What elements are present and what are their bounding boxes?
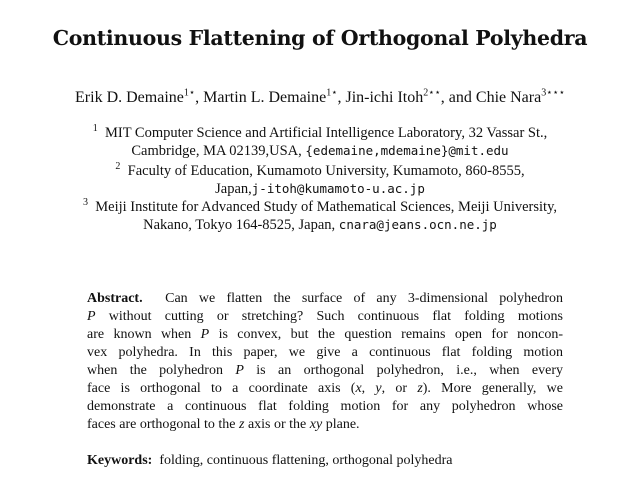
math-var: P: [87, 309, 96, 324]
abstract-line: [87, 308, 563, 326]
keywords: [87, 453, 453, 469]
affiliation-line: [0, 124, 640, 142]
abstract-line: [87, 344, 563, 362]
author-name: Chie Nara: [475, 89, 542, 106]
affiliation-text: MIT Computer Science and Artificial Intelligence Laboratory, 32 Vassar St.,: [104, 125, 548, 141]
affiliation-number: 1: [92, 123, 98, 135]
affiliation-text: Cambridge, MA 02139,USA,: [131, 143, 306, 159]
affiliation-text: Meiji Institute for Advanced Study of Mathematical Sciences, Meiji University,: [95, 199, 557, 215]
abstract-text: is convex, but the question remains open for noncon-: [218, 327, 564, 342]
affiliation-line: [0, 142, 640, 160]
affiliation-line: [0, 198, 640, 216]
affiliation-3: [0, 198, 640, 234]
affiliation-email: {edemaine,mdemaine}@mit.edu: [305, 143, 509, 158]
affiliation-line: [0, 180, 640, 198]
abstract-text: face is orthogonal to a coordinate axis (: [87, 381, 356, 396]
author-mark: 2⋆⋆: [423, 87, 441, 99]
author-separator: , and: [440, 89, 476, 106]
author-list: [0, 89, 640, 107]
abstract-line: [87, 398, 563, 416]
abstract-text: plane.: [325, 417, 360, 432]
affiliation-email: cnara@jeans.ocn.ne.jp: [338, 217, 497, 232]
affiliation-number: 3: [83, 197, 88, 209]
math-var: y: [375, 381, 382, 396]
abstract-text: Can we flatten the surface of any 3-dimensional polyhedron: [165, 291, 563, 306]
affiliation-text: Nakano, Tokyo 164-8525, Japan,: [143, 217, 339, 233]
math-var: z: [239, 417, 245, 432]
author-mark: 1⋆: [326, 87, 338, 99]
affiliation-text: Faculty of Education, Kumamoto University, Kumamoto, 860-8555,: [127, 163, 525, 179]
affiliation-email: j-itoh@kumamoto-u.ac.jp: [251, 181, 425, 196]
affiliation-text: Japan,: [215, 181, 252, 197]
author-mark: 1⋆: [183, 87, 196, 99]
abstract-text: ,: [361, 381, 376, 396]
math-var: P: [235, 363, 244, 378]
abstract-text: faces are orthogonal to the: [87, 417, 236, 432]
author-separator: ,: [195, 89, 204, 106]
abstract-text: when the polyhedron: [87, 363, 223, 378]
author-name: Erik D. Demaine: [75, 89, 184, 106]
abstract-text: are known when: [87, 327, 192, 342]
affiliation-2: [0, 162, 640, 198]
math-var: z: [417, 381, 423, 396]
abstract-line: [87, 290, 563, 308]
author-mark: 3⋆⋆⋆: [541, 87, 565, 99]
keywords-heading: Keywords:: [87, 453, 153, 468]
math-var: xy: [309, 417, 323, 432]
abstract-text: ). More generally, we: [422, 381, 563, 396]
abstract-line: [87, 326, 563, 344]
author-name: Jin-ichi Itoh: [345, 89, 424, 106]
author-name: Martin L. Demaine: [203, 89, 327, 106]
paper-title: Continuous Flattening of Orthogonal Polyhedra: [52, 26, 588, 50]
abstract-text: , or: [381, 381, 418, 396]
affiliation-1: [0, 124, 640, 160]
math-var: P: [200, 327, 210, 342]
abstract-text: without cutting or stretching? Such continuous flat folding motions: [108, 309, 564, 324]
abstract-heading: Abstract.: [87, 291, 143, 306]
abstract-text: demonstrate a continuous flat folding motion for any polyhedron whose: [87, 399, 563, 414]
keywords-text: folding, continuous flattening, orthogonal polyhedra: [159, 453, 453, 468]
affiliation-line: [0, 216, 640, 234]
abstract-line: [87, 362, 563, 380]
affiliation-line: [0, 162, 640, 180]
abstract-line: [87, 380, 563, 398]
author-separator: ,: [337, 89, 346, 106]
abstract-text: axis or the: [247, 417, 307, 432]
math-var: x: [355, 381, 362, 396]
abstract: [87, 290, 563, 434]
abstract-line: [87, 416, 563, 434]
abstract-text: is an orthogonal polyhedron, i.e., when every: [256, 363, 563, 378]
abstract-text: vex polyhedra. In this paper, we give a continuous flat folding motion: [87, 345, 563, 360]
affiliation-number: 2: [115, 161, 121, 173]
